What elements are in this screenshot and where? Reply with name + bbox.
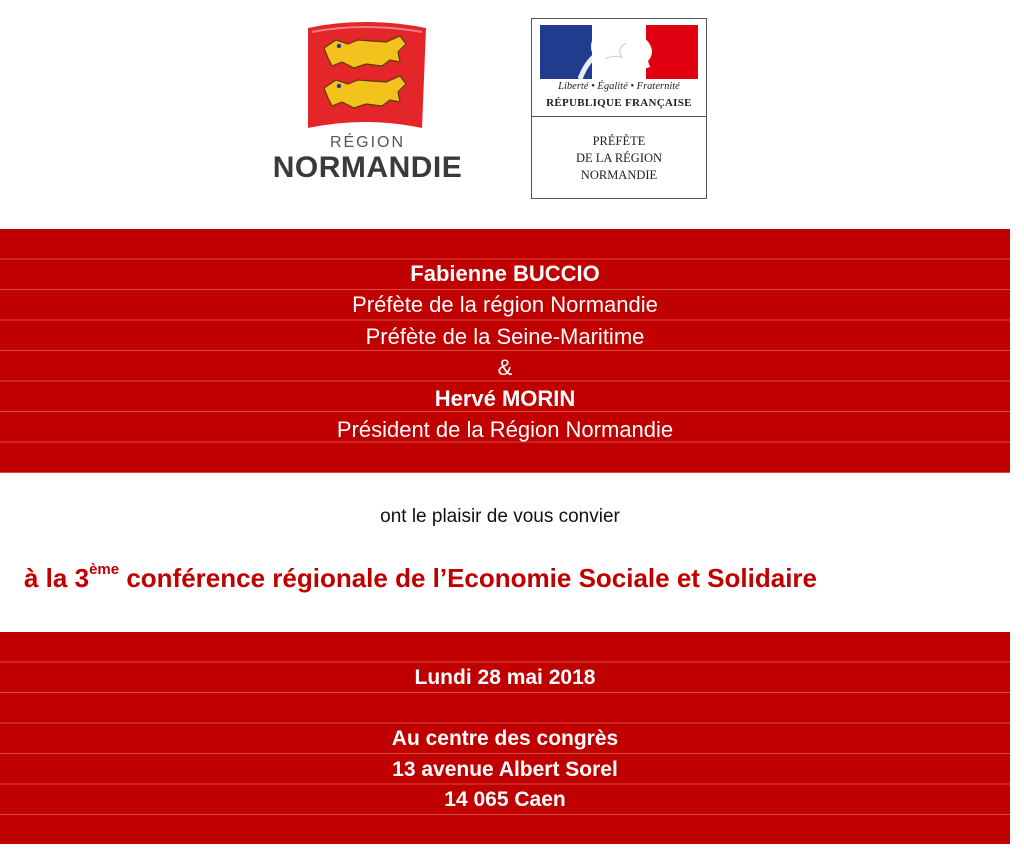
spacer xyxy=(0,694,1010,725)
event-details-band xyxy=(0,632,1010,844)
ampersand: & xyxy=(497,354,513,380)
hosts-band xyxy=(0,229,1010,473)
host1-title-region: Préfète de la région Normandie xyxy=(352,292,658,318)
normandie-label: NORMANDIE xyxy=(272,151,463,184)
host2-name: Hervé MORIN xyxy=(434,386,576,412)
republic-motto: Liberté • Égalité • Fraternité xyxy=(558,81,680,92)
host1-title-department: Préfète de la Seine-Maritime xyxy=(365,323,645,349)
republique-francaise-logo xyxy=(531,18,707,199)
event-date: Lundi 28 mai 2018 xyxy=(414,666,596,689)
host1-name: Fabienne BUCCIO xyxy=(410,261,600,286)
host2-title: Président de la Région Normandie xyxy=(336,417,674,443)
logo-divider xyxy=(532,116,706,117)
prefecture-line-1: PRÉFÈTE xyxy=(592,134,646,148)
prefecture-label xyxy=(532,133,706,184)
marianne-flag-icon xyxy=(540,25,698,79)
event-venue: Au centre des congrès xyxy=(391,727,619,750)
prefecture-line-2: DE LA RÉGION xyxy=(575,151,663,165)
conference-ordinal-suffix: ème xyxy=(89,561,120,579)
region-label: RÉGION xyxy=(329,134,406,151)
event-city: 14 065 Caen xyxy=(444,788,566,811)
region-normandie-logo xyxy=(270,18,465,183)
prefecture-line-3: NORMANDIE xyxy=(580,168,658,182)
normandy-lions-flag-icon xyxy=(302,18,430,133)
republic-name: RÉPUBLIQUE FRANÇAISE xyxy=(546,97,692,109)
conference-title-prefix: à la 3 xyxy=(24,563,90,593)
conference-title xyxy=(24,563,1014,594)
event-street: 13 avenue Albert Sorel xyxy=(392,757,618,781)
conference-title-suffix: conférence régionale de l’Economie Sociale et Solidaire xyxy=(119,563,817,593)
invitation-text: ont le plaisir de vous convier xyxy=(380,506,620,527)
